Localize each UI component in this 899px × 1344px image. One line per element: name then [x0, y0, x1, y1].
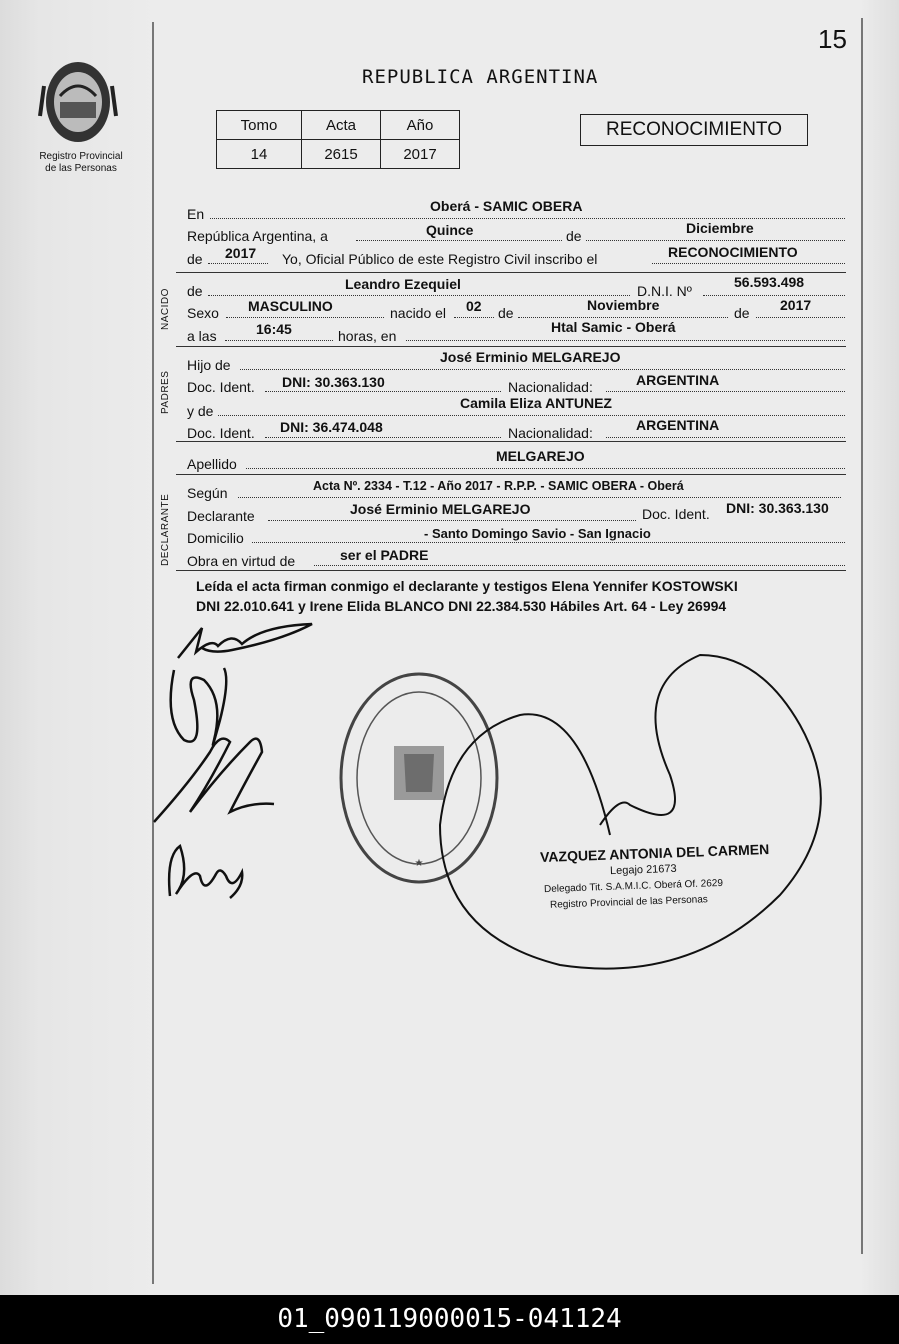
section-label-padres: PADRES	[160, 370, 171, 414]
logo-caption-2: de las Personas	[45, 163, 117, 174]
witness-signature-3	[160, 836, 250, 906]
dotted-line	[314, 565, 845, 566]
hijo-de-label: Hijo de	[187, 357, 231, 373]
declarante-doc-label: Doc. Ident.	[642, 506, 710, 522]
birth-month-value: Noviembre	[587, 297, 660, 313]
dotted-line	[606, 391, 845, 392]
father-nac-value: ARGENTINA	[636, 372, 720, 388]
table-header-tomo: Tomo	[217, 111, 302, 140]
province-logo	[38, 56, 118, 148]
nacido-de-label-3: de	[734, 305, 750, 321]
table-value-acta: 2615	[302, 140, 381, 169]
official-stamp-legajo: Legajo 21673	[609, 862, 677, 878]
logo-caption-1: Registro Provincial	[39, 151, 123, 162]
table-header-ano: Año	[381, 111, 460, 140]
father-doc-label: Doc. Ident.	[187, 379, 255, 395]
father-name-value: José Erminio MELGAREJO	[440, 349, 621, 365]
table-header-acta: Acta	[302, 111, 381, 140]
month-value: Diciembre	[686, 220, 754, 236]
dotted-line	[652, 263, 845, 264]
dotted-line	[454, 317, 494, 318]
de-label-2: de	[187, 251, 203, 267]
act-value: RECONOCIMIENTO	[668, 244, 798, 260]
yde-label: y de	[187, 403, 214, 419]
closing-line-1: Leída el acta firman conmigo el declarante y testigos Elena Yennifer KOSTOWSKI	[196, 578, 738, 594]
official-stamp-registry: Registro Provincial de las Personas	[549, 894, 709, 911]
apellido-label: Apellido	[187, 456, 237, 472]
segun-value: Acta Nº. 2334 - T.12 - Año 2017 - R.P.P. - SAMIC OBERA - Oberá	[313, 479, 684, 493]
horas-label: horas, en	[338, 328, 397, 344]
nacido-de-label-2: de	[498, 305, 514, 321]
mother-nac-value: ARGENTINA	[636, 417, 720, 433]
segun-label: Según	[187, 485, 228, 501]
dotted-line	[703, 295, 845, 296]
dotted-line	[518, 317, 728, 318]
left-margin-line	[152, 22, 154, 1284]
dotted-line	[356, 240, 562, 241]
dotted-line	[225, 340, 333, 341]
sexo-value: MASCULINO	[248, 298, 333, 314]
republica-label: República Argentina, a	[187, 228, 328, 244]
sexo-label: Sexo	[187, 305, 219, 321]
official-stamp-role: Delegado Tit. S.A.M.I.C. Oberá Of. 2629	[543, 877, 724, 896]
day-value: Quince	[426, 222, 474, 238]
dotted-line	[252, 542, 845, 543]
en-label: En	[187, 206, 205, 222]
dotted-line	[606, 437, 845, 438]
nacido-de-label: de	[187, 283, 203, 299]
section-rule	[176, 570, 846, 571]
mother-nac-label: Nacionalidad:	[508, 425, 593, 441]
dotted-line	[246, 468, 845, 469]
dotted-line	[238, 497, 841, 498]
dotted-line	[218, 415, 845, 416]
official-signature	[430, 645, 840, 975]
alas-label: a las	[187, 328, 217, 344]
year-value: 2017	[225, 245, 257, 261]
declarante-doc-value: DNI: 30.363.130	[726, 500, 829, 516]
dotted-line	[406, 340, 845, 341]
registry-table	[216, 110, 460, 169]
mother-name-value: Camila Eliza ANTUNEZ	[460, 395, 612, 411]
domicilio-value: - Santo Domingo Savio - San Ignacio	[424, 526, 651, 541]
dotted-line	[586, 240, 845, 241]
birth-year-value: 2017	[780, 297, 812, 313]
child-dni-value: 56.593.498	[734, 274, 805, 290]
act-type-box: RECONOCIMIENTO	[580, 114, 808, 146]
section-rule	[176, 346, 846, 347]
country-title: REPUBLICA ARGENTINA	[362, 66, 599, 88]
footer-code: 01_090119000015-041124	[0, 1295, 899, 1344]
section-rule	[176, 441, 846, 442]
declarante-value: José Erminio MELGAREJO	[350, 501, 531, 517]
section-rule	[176, 474, 846, 475]
page-number: 15	[818, 24, 847, 54]
dotted-line	[210, 218, 845, 219]
table-value-tomo: 14	[217, 140, 302, 169]
father-nac-label: Nacionalidad:	[508, 379, 593, 395]
table-value-ano: 2017	[381, 140, 460, 169]
dotted-line	[265, 391, 501, 392]
section-label-declarante: DECLARANTE	[160, 493, 171, 566]
nacido-el-label: nacido el	[390, 305, 447, 321]
domicilio-label: Domicilio	[187, 530, 244, 546]
closing-line-2: DNI 22.010.641 y Irene Elida BLANCO DNI 22.384.530 Hábiles Art. 64 - Ley 26994	[196, 598, 727, 614]
dotted-line	[208, 295, 630, 296]
de-label: de	[566, 228, 582, 244]
section-rule	[176, 272, 846, 273]
svg-text:★: ★	[414, 858, 424, 869]
dni-label: D.N.I. Nº	[637, 283, 692, 299]
mother-doc-value: DNI: 36.474.048	[280, 419, 383, 435]
obra-value: ser el PADRE	[340, 547, 429, 563]
dotted-line	[240, 369, 845, 370]
mother-doc-label: Doc. Ident.	[187, 425, 255, 441]
declarante-signature	[150, 722, 280, 832]
official-stamp-name: VAZQUEZ ANTONIA DEL CARMEN	[539, 841, 770, 865]
yo-text: Yo, Oficial Público de este Registro Civil inscribo el	[282, 251, 598, 267]
dotted-line	[208, 263, 268, 264]
right-margin-line	[861, 18, 863, 1254]
birth-day-value: 02	[466, 298, 482, 314]
en-value: Oberá - SAMIC OBERA	[430, 198, 583, 214]
section-label-nacido: NACIDO	[160, 288, 171, 330]
declarante-label: Declarante	[187, 508, 255, 524]
dotted-line	[756, 317, 845, 318]
dotted-line	[226, 317, 384, 318]
birth-time-value: 16:45	[256, 321, 292, 337]
witness-signature-1	[172, 618, 322, 662]
provincial-seal-icon	[38, 56, 118, 148]
birth-place-value: Htal Samic - Oberá	[551, 319, 676, 335]
dotted-line	[265, 437, 501, 438]
father-doc-value: DNI: 30.363.130	[282, 374, 385, 390]
obra-label: Obra en virtud de	[187, 553, 296, 569]
child-name-value: Leandro Ezequiel	[345, 276, 461, 292]
dotted-line	[268, 520, 636, 521]
apellido-value: MELGAREJO	[496, 448, 585, 464]
